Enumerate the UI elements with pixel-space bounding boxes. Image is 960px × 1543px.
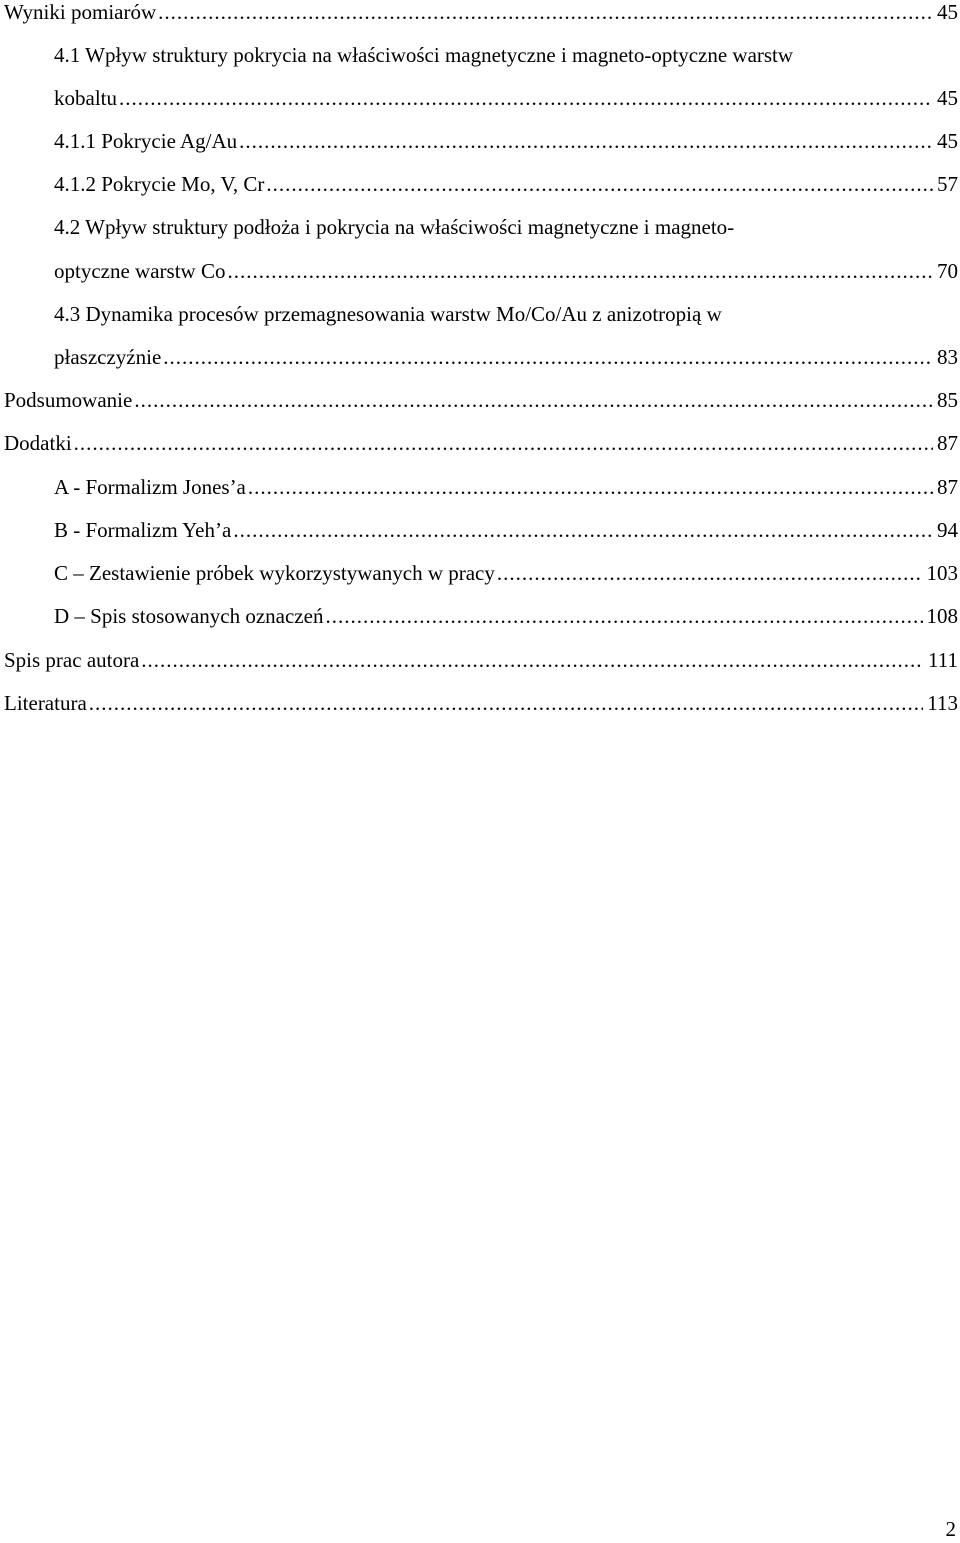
toc-entry-title: C – Zestawienie próbek wykorzystywanych w pracy — [54, 561, 495, 585]
toc-entry-page: 108 — [926, 604, 958, 628]
toc-leader-dots — [325, 601, 922, 631]
toc-entry-title: Literatura — [4, 691, 87, 715]
toc-entry-title: 4.1.1 Pokrycie Ag/Au — [54, 129, 238, 153]
toc-entry-4-3-first-line[interactable]: 4.3 Dynamika procesów przemagnesowania warstw Mo/Co/Au z anizotropią w — [54, 302, 722, 326]
toc-leader-dots — [158, 0, 933, 27]
toc-entry-4-1-2[interactable] — [54, 169, 958, 199]
toc-entry-title: optyczne warstw Co — [54, 259, 226, 283]
toc-entry-title: kobaltu — [54, 86, 117, 110]
toc-leader-dots — [227, 256, 933, 286]
toc-entry-title: Spis prac autora — [4, 648, 140, 672]
toc-entry-4-3[interactable] — [54, 342, 958, 372]
toc-entry-spis-prac-autora[interactable] — [4, 645, 958, 675]
toc-entry-title: Wyniki pomiarów — [4, 0, 157, 24]
toc-entry-title: płaszczyźnie — [54, 345, 162, 369]
toc-entry-4-1[interactable] — [54, 83, 958, 113]
toc-entry-page: 87 — [937, 431, 958, 455]
toc-entry-title: Podsumowanie — [4, 388, 133, 412]
toc-entry-page: 45 — [937, 0, 958, 24]
toc-leader-dots — [497, 558, 923, 588]
toc-entry-page: 57 — [937, 172, 958, 196]
toc-entry-appendix-d[interactable] — [54, 601, 958, 631]
toc-entry-page: 111 — [928, 648, 958, 672]
toc-entry-page: 83 — [937, 345, 958, 369]
toc-entry-literatura[interactable] — [4, 688, 958, 718]
toc-entry-title: B - Formalizm Yeh’a — [54, 518, 232, 542]
toc-entry-wyniki-pomiarow[interactable] — [4, 0, 958, 27]
toc-entry-page: 94 — [937, 518, 958, 542]
toc-entry-4-1-first-line[interactable]: 4.1 Wpływ struktury pokrycia na właściwości magnetyczne i magneto-optyczne warstw — [54, 43, 794, 67]
toc-leader-dots — [74, 428, 933, 458]
toc-entry-4-2-first-line[interactable]: 4.2 Wpływ struktury podłoża i pokrycia na właściwości magnetyczne i magneto- — [54, 215, 735, 239]
toc-leader-dots — [141, 645, 924, 675]
toc-entry-appendix-c[interactable] — [54, 558, 958, 588]
toc-entry-page: 85 — [937, 388, 958, 412]
toc-entry-appendix-a[interactable] — [54, 472, 958, 502]
toc-leader-dots — [239, 126, 933, 156]
toc-entry-4-1-1[interactable] — [54, 126, 958, 156]
toc-entry-page: 45 — [937, 129, 958, 153]
page-number: 2 — [945, 1517, 956, 1541]
toc-entry-page: 45 — [937, 86, 958, 110]
toc-leader-dots — [233, 515, 933, 545]
toc-entry-podsumowanie[interactable] — [4, 385, 958, 415]
toc-entry-page: 87 — [937, 475, 958, 499]
toc-leader-dots — [266, 169, 933, 199]
toc-entry-page: 103 — [926, 561, 958, 585]
toc-entry-title: D – Spis stosowanych oznaczeń — [54, 604, 324, 628]
toc-leader-dots — [89, 688, 923, 718]
toc-entry-title: Dodatki — [4, 431, 72, 455]
toc-leader-dots — [119, 83, 933, 113]
toc-entry-appendix-b[interactable] — [54, 515, 958, 545]
toc-entry-page: 70 — [937, 259, 958, 283]
toc-entry-title: A - Formalizm Jones’a — [54, 475, 246, 499]
toc-entry-4-2[interactable] — [54, 256, 958, 286]
toc-entry-page: 113 — [927, 691, 958, 715]
toc-leader-dots — [134, 385, 933, 415]
toc-leader-dots — [163, 342, 933, 372]
toc-leader-dots — [248, 472, 933, 502]
toc-entry-dodatki[interactable] — [4, 428, 958, 458]
toc-entry-title: 4.1.2 Pokrycie Mo, V, Cr — [54, 172, 265, 196]
